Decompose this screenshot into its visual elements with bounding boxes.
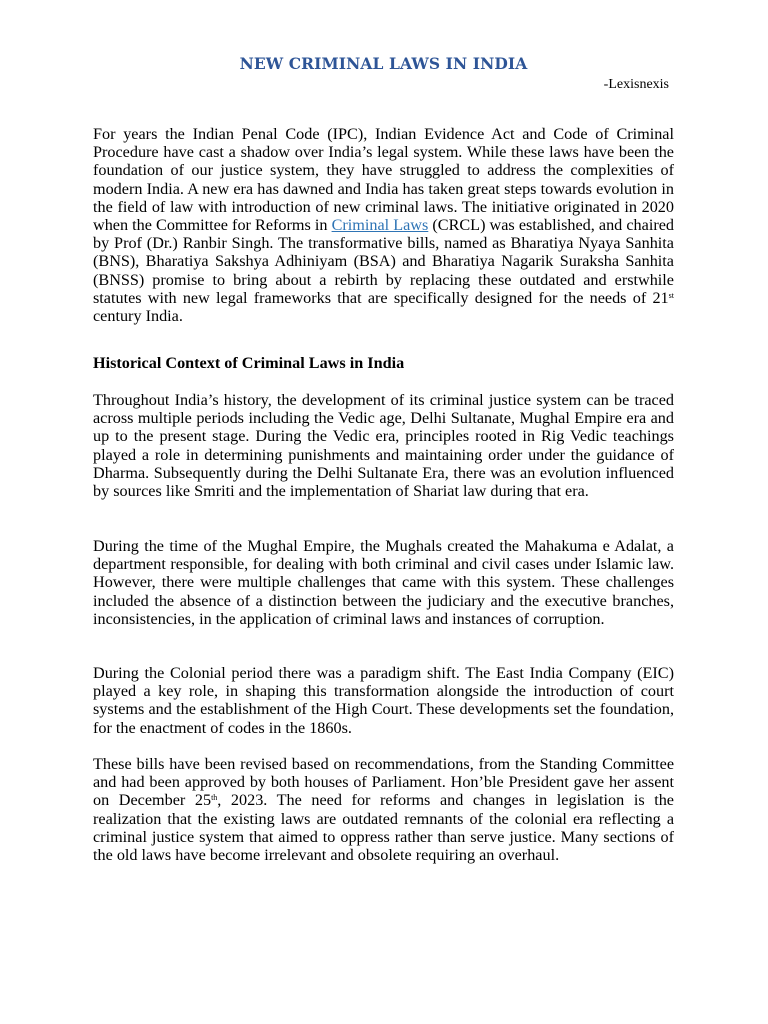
ordinal-superscript: st	[668, 290, 674, 300]
colonial-paragraph: During the Colonial period there was a paradigm shift. The East India Company (EIC) played a key role, in shaping this transformation alongside the introduction of court systems and the establishment of the High Court. These developments set the foundation, for the enactment of codes in the 1860s.	[93, 664, 674, 737]
bills-text-before-sup: These bills have been revised based on recommendations, from the Standing Committee and had been approved by both houses of Parliament. Hon’ble President gave her assent on December 25	[93, 755, 674, 810]
bills-text-after-sup: , 2023. The need for reforms and changes in legislation is the realization that the existing laws are outdated remnants of the colonial era reflecting a criminal justice system that aimed to oppress rather than serve justice. Many sections of the old laws have become irrelevant and obsolete requiring an overhaul.	[93, 791, 674, 865]
intro-text-end: century India.	[93, 307, 183, 326]
intro-text-after-link: (CRCL) was established, and chaired by Prof (Dr.) Ranbir Singh. The transformative bills, named as Bharatiya Nyaya Sanhita (BNS), Bharatiya Sakshya Adhiniyam (BSA) and Bharatiya Nagarik Suraksha Sanhita (BNSS) promise to bring about a rebirth by replacing these outdated and erstwhile statutes with new legal frameworks that are specifically designed for the needs of 21	[93, 216, 674, 307]
bills-paragraph	[93, 755, 674, 864]
section-heading: Historical Context of Criminal Laws in India	[93, 354, 405, 372]
intro-text-before-link: For years the Indian Penal Code (IPC), Indian Evidence Act and Code of Criminal Procedure have cast a shadow over India’s legal system. While these laws have been the foundation of our justice system, they have struggled to address the complexities of modern India. A new era has dawned and India has taken great steps towards evolution in the field of law with introduction of new criminal laws. The initiative originated in 2020 when the Committee for Reforms in	[93, 125, 674, 235]
author-attribution: -Lexisnexis	[603, 77, 669, 92]
document-title: NEW CRIMINAL LAWS IN INDIA	[239, 54, 528, 73]
vedic-paragraph: Throughout India’s history, the development of its criminal justice system can be traced across multiple periods including the Vedic age, Delhi Sultanate, Mughal Empire era and up to the present stage. During the Vedic era, principles rooted in Rig Vedic teachings played a role in determining punishments and maintaining order under the guidance of Dharma. Subsequently during the Delhi Sultanate Era, there was an evolution influenced by sources like Smriti and the implementation of Shariat law during that era.	[93, 391, 674, 501]
intro-paragraph	[93, 125, 674, 325]
criminal-laws-link[interactable]: Criminal Laws	[331, 216, 429, 235]
date-ordinal-superscript: th	[211, 793, 218, 803]
mughal-paragraph: During the time of the Mughal Empire, the Mughals created the Mahakuma e Adalat, a department responsible, for dealing with both criminal and civil cases under Islamic law. However, there were multiple challenges that came with this system. These challenges included the absence of a distinction between the judiciary and the executive branches, inconsistencies, in the application of criminal laws and instances of corruption.	[93, 537, 674, 628]
